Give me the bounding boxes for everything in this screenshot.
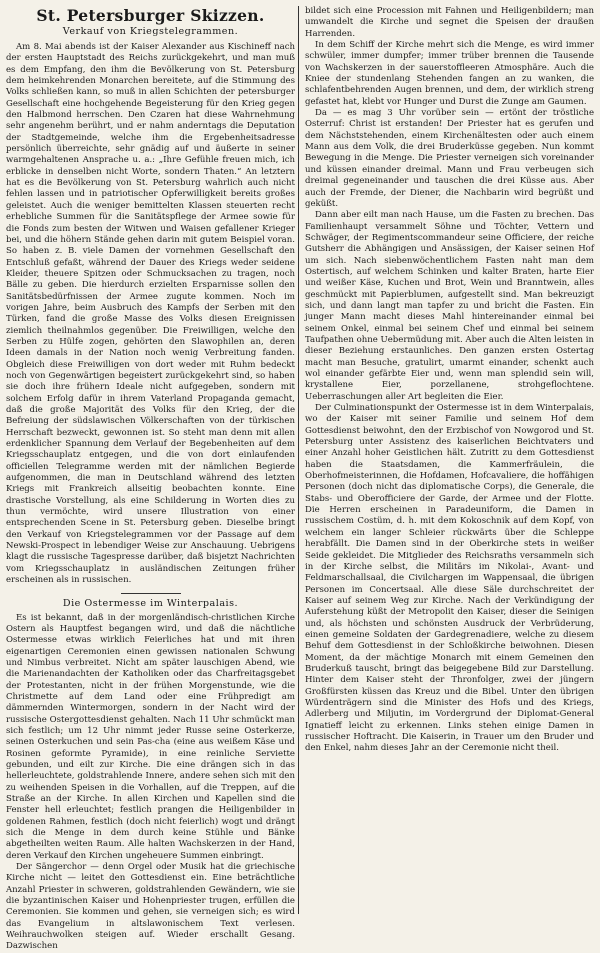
left-column [6, 6, 295, 952]
paragraph: Dann aber eilt man nach Hause, um die Fasten zu brechen. Das Familienhaupt versammelt Söhne und Töchter, Vettern und Schwäger, der Regimentscommandeur seine Officiere, der reiche Gutsherr die Abhängigen und Ansässigen, der Kaiser seinen Hof um sich. Nach siebenwöchentlichem Fasten naht man dem Ostertisch, auf welchem Schinken und kalter Braten, harte Eier und weißer Käse, Kuchen und Brot, Wein und Branntwein, alles geschmückt mit Papierblumen, aufgestellt sind. Man bekreuzigt sich, und dann langt man tapfer zu und bricht die Fasten. Ein junger Mann macht dieses Mahl hintereinander einmal bei seinem Onkel, einmal bei seinem Chef und einmal bei seinem Taufpathen ohne Uebermüdung mit. Aber auch die Alten leisten in dieser Beziehung erstaunliches. Den ganzen ersten Ostertag macht man Besuche, gratulirt, umarmt einander, schenkt auch wol einander gefärbte Eier und, wenn man splendid sein will, krystallene Eier, porzellanene, strohgeflochtene. Ueberraschungen aller Art begleiten die Eier. [305, 210, 594, 402]
column-rule [298, 6, 299, 914]
article-title: St. Petersburger Skizzen. [36, 6, 265, 25]
paragraph: bildet sich eine Procession mit Fahnen und Heiligenbildern; man umwandelt die Kirche und segnet die Speisen der draußen Harrenden. [305, 6, 594, 39]
paragraph: Der Culminationspunkt der Ostermesse ist in dem Winterpalais, wo der Kaiser mit seiner Familie und seinem Hof dem Gottesdienst beiwohnt, den der Erzbischof von Nowgorod und St. Petersburg unter Assistenz des kaiserlichen Beichtvaters und einer Anzahl hoher Geistlichen hält. Zutritt zu dem Gottesdienst haben die Staatsdamen, die Kammerfräulein, die Oberhofmeisterinnen, die Hofdamen, Hofcavaliere, die hoffähigen Personen (doch nicht das diplomatische Corps), die Generale, die Stabs- und Oberofficiere der Garde, der Armee und der Flotte. Die Herren erscheinen in Paradeuniform, die Damen in russischem Costüm, d. h. mit dem Kokoschnik auf dem Kopf, von welchem ein langer Schleier rückwärts über die Schleppe herabfällt. Die Damen sind in der Oberkirche stets in weißer Seide gekleidet. Die Mitglieder des Reichsraths versammeln sich in der Kirche selbst, die Militärs im Nikolai-, Avant- und Feldmarschallsaal, die Civilchargen im Wappensaal, die übrigen Personen im Concertsaal. Alle diese Säle durchschreitet der Kaiser auf seinem Weg zur Kirche. Nach der Verkündigung der Auferstehung küßt der Metropolit den Kaiser, dieser die Seinigen und, als höchsten und schönsten Ausdruck der Verbrüderung, einen gemeine Soldaten der Gardegrenadiere, welche zu diesem Behuf dem Gottesdienst in der Schloßkirche beiwohnen. Diesen Moment, da der mächtige Monarch mit einem Gemeinen den Bruderkuß tauscht, bringt das beigegebene Bild zur Darstellung. Hinter dem Kaiser steht der Thronfolger, zwei der jüngern Großfürsten küssen das Kreuz und die Bibel. Unter den übrigen Würdenträgern sind die Minister des Hofs und des Kriegs, Adlerberg und Miljutin, im Vordergrund der Diplomat-General Ignatieff leicht zu erkennen. Links stehen einige Damen in russischer Hoftracht. Die Kaiserin, in Trauer um den Bruder und den Enkel, nahm dieses Jahr an der Ceremonie nicht theil. [305, 403, 594, 754]
paragraph: Da — es mag 3 Uhr vorüber sein — ertönt der tröstliche Osterruf: Christ ist erstanden! Der Priester hat es gerufen und dem Nächststehenden, einem Kirchenältesten oder auch einem Mann aus dem Volk, die drei Bruderküsse gegeben. Nun kommt Bewegung in die Menge. Die Priester verneigen sich voreinander und küssen einander dreimal. Mann und Frau verbeugen sich dreimal gegeneinander und tauschen die drei Küsse aus. Aber auch der Fremde, der Diener, die Nachbarin wird begrüßt und geküßt. [305, 108, 594, 209]
section-title: Die Ostermesse im Winterpalais. [62, 597, 239, 609]
paragraph: Es ist bekannt, daß in der morgenländisch-christlichen Kirche Ostern als Hauptfest begangen wird, und daß die nächtliche Ostermesse etwas wirklich Feierliches hat und mit ihren eigenartigen Ceremonien einen gewissen nationalen Schwung und Nimbus verbreitet. Nicht am später lauschigen Abend, wie die Marienandachten der Katholiken oder das Charfreitagsgebet der Protestanten, nicht in der frühen Morgenstunde, wie die Christmette auf dem Land oder eine Frühpredigt am dämmernden Wintermorgen, sondern in der Nacht wird der russische Ostergottesdienst gehalten. Nach 11 Uhr schmückt man sich festlich; um 12 Uhr nimmt jeder Russe seine Osterkerze, seinen Osterkuchen und sein Pas-cha (eine aus weißem Käse und Rosinen geformte Pyramide), in eine reinliche Serviette gebunden, und eilt zur Kirche. Die eine drängen sich in das hellerleuchtete, goldstrahlende Innere, andere sehen sich mit den zu weihenden Speisen in die Vorhallen, auf die Treppen, auf die Straße an der Kirche. In allen Kirchen und Kapellen sind die Fenster hell erleuchtet; festlich prangen die Heiligenbilder in goldenen Rahmen, festlich (doch nicht feierlich) wogt und drängt sich die Menge in dem durch keine Stühle und Bänke abgetheilten weiten Raum. Alle halten Wachskerzen in der Hand, deren Verkauf den Kirchen ungeheuere Summen einbringt. [6, 612, 295, 861]
right-column [305, 6, 594, 916]
paragraph: Am 8. Mai abends ist der Kaiser Alexander aus Kischineff nach der ersten Hauptstadt des Reichs zurückgekehrt, und man muß es dem Empfang, den ihm die Bevölkerung von St. Petersburg dem heimkehrenden Monarchen bereitete, auf die Stimmung des Volks schließen kann, so muß in allen Schichten der petersburger Gesellschaft eine hochgehende Begeisterung für den Krieg gegen den Halbmond herrschen. Den Czaren hat diese Wahrnehmung sehr angenehm berührt, und er nahm anderntags die Deputation der Stadtgemeinde, welche ihm die Ergebenheitsadresse persönlich überreichte, sehr gnädig auf und äußerte in seiner warmgehaltenen Ansprache u. a.: „Ihre Gefühle freuen mich, ich erblicke in denselben nicht Worte, sondern Thaten.“ An letztern hat es die Bevölkerung von St. Petersburg wahrlich auch nicht fehlen lassen und in patriotischer Opferwilligkeit bereits großes geleistet. Auch die weniger bemittelten Klassen steuerten recht erhebliche Summen für die Sanitätspflege der Armee sowie für die Fonds zum besten der Witwen und Waisen gefallener Krieger bei, und die höhern Stände gehen darin mit gutem Beispiel voran. So haben z. B. viele Damen der vornehmen Gesellschaft den Entschluß gefaßt, während der Dauer des Kriegs weder seidene Kleider, theuere Spitzen oder Schmucksachen zu tragen, noch Bälle zu geben. Die hierdurch erzielten Ersparnisse sollen den Sanitätsbedürfnissen der Armee zugute kommen. Noch im vorigen Jahre, beim Ausbruch des Kampfs der Serben mit den Türken, fand die große Masse des Volks diesen Ereignissen ziemlich theilnahmlos gegenüber. Die Freiwilligen, welche den Serben zu Hülfe zogen, gehörten den Slawophilen an, deren Ideen damals in der Nation noch wenig Verbreitung fanden. Obgleich diese Freiwilligen von dort weder mit Ruhm bedeckt noch von Gegenwärtigen begeistert zurückgekehrt sind, so haben sie doch ihre frühern Ideale nicht aufgegeben, sondern mit solchem Erfolg dafür in ihrem Vaterland Propaganda gemacht, daß die große Majorität des Volks für den Krieg, der die Befreiung der südslawischen Völkerschaften von der türkischen Herrschaft bezweckt, gewonnen ist. So steht man denn mit allen erdenklicher Spannung dem Verlauf der Begebenheiten auf dem Kriegsschauplatz entgegen, und die von dort einlaufenden officiellen Telegramme werden mit der nämlichen Begierde aufgenommen, die man in Deutschland während des letzten Kriegs mit Frankreich allseitig beobachten konnte. Eine drastische Vorstellung, als eine Schilderung in Worten dies zu thun vermöchte, wird unsere Illustration von einer entsprechenden Scene in St. Petersburg geben. Dieselbe bringt den Verkauf von Kriegstelegrammen vor der Passage auf dem Newski-Prospect in lebendiger Weise zur Anschauung. Uebrigens klagt die russische Tagespresse darüber, daß bisjetzt Nachrichten vom Kriegsschauplatz in ausländischen Zeitungen früher erscheinen als in russischen. [6, 42, 295, 586]
paragraph: Der Sängerchor — denn Orgel oder Musik hat die griechische Kirche nicht — leitet den Gottesdienst ein. Eine beträchtliche Anzahl Priester in schweren, goldstrahlenden Gewändern, wie sie die byzantinischen Kaiser und Hohenpriester trugen, erfüllen die Ceremonien. Sie kommen und gehen, sie verneigen sich; es wird das Evangelium in altslawonischem Text verlesen. Weihrauchwolken steigen auf. Wieder erschallt Gesang. Dazwischen [6, 862, 295, 952]
article-subtitle: Verkauf von Kriegstelegrammen. [62, 26, 239, 37]
paragraph: In dem Schiff der Kirche mehrt sich die Menge, es wird immer schwüler, immer dumpfer; immer trüber brennen die Tausende von Wachskerzen in der sauerstoffleeren Atmosphäre. Auch die Kniee der stundenlang Stehenden fangen an zu wanken, die schlafentbehrenden Augen brennen, und dem, der wirklich streng gefastet hat, klebt vor Hunger und Durst die Zunge am Gaumen. [305, 40, 594, 107]
section-divider [121, 593, 181, 594]
